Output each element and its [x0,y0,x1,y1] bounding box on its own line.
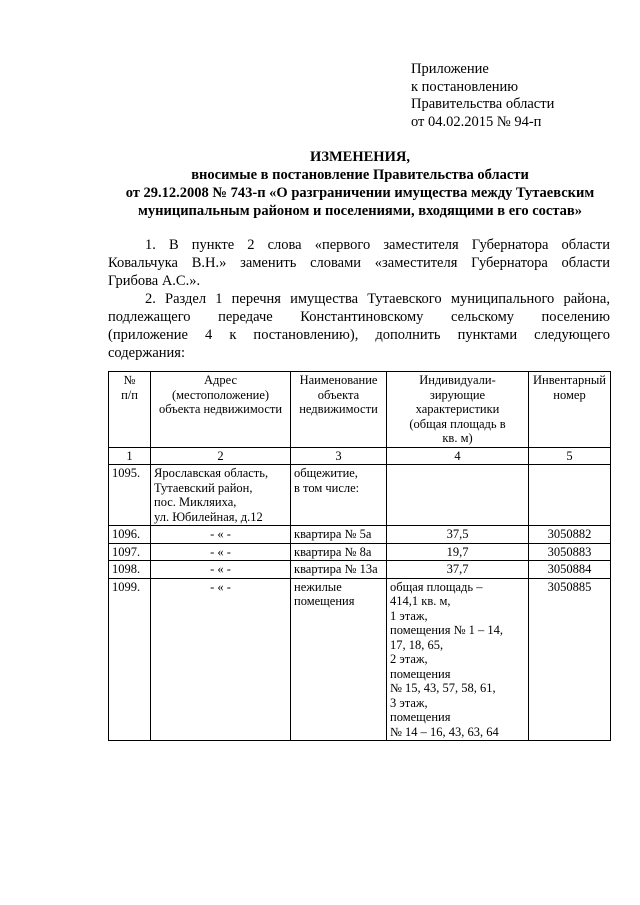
header-num: № п/п [109,372,151,448]
paragraph-line: (приложение 4 к постановлению), дополнить пунктами следующего [108,327,610,343]
column-number: 2 [151,447,291,465]
name-line: квартира № 8а [294,544,372,559]
table-row [109,578,611,741]
characteristics-line: общая площадь – [390,579,483,594]
document-heading [100,148,620,220]
cell-address [151,561,291,579]
table-row [109,465,611,526]
table-body [109,465,611,741]
cell-address [151,578,291,741]
name-line: общежитие, [294,466,358,480]
characteristics-line: 37,7 [446,562,469,576]
header-name: Наименование объекта недвижимости [291,372,387,448]
cell-name [291,578,387,741]
address-line: - « - [210,562,231,576]
characteristics-line: помещения [390,666,451,681]
characteristics-line: помещения [390,710,451,724]
heading-title: ИЗМЕНЕНИЯ, [310,149,410,165]
cell-inventory: 3050883 [529,543,611,561]
cell-num: 1095. [109,465,151,526]
characteristics-line: помещения № 1 – 14, [390,623,504,637]
appendix-block [411,61,554,131]
name-line: помещения [294,594,355,608]
paragraph-line: подлежащего передаче Константиновскому сельскому поселению [108,309,610,325]
characteristics-line: № 15, 43, 57, 58, 61, [390,681,496,695]
address-line: пос. Микляиха, [154,495,237,509]
paragraph-line: содержания: [108,345,186,361]
address-line: - « - [210,544,231,559]
characteristics-line: 3 этаж, [390,695,428,710]
characteristics-line: 2 этаж, [390,652,428,666]
heading-line: вносимые в постановление Правительства области [191,167,529,183]
table-row [109,526,611,544]
paragraph-line: Грибова А.С.». [108,273,201,289]
cell-num: 1098. [109,561,151,579]
cell-inventory: 3050884 [529,561,611,579]
column-number: 4 [387,447,529,465]
paragraph-line: 2. Раздел 1 перечня имущества Тутаевского муниципального района, [145,291,610,307]
cell-address [151,465,291,526]
column-number-row [109,447,611,465]
cell-num: 1097. [109,543,151,561]
name-line: квартира № 13а [294,562,378,576]
paragraph-line: 1. В пункте 2 слова «первого заместителя Губернатора области [145,237,610,253]
appendix-line: от 04.02.2015 № 94-п [411,113,542,130]
cell-address [151,526,291,544]
cell-characteristics [387,561,529,579]
address-line: ул. Юбилейная, д.12 [154,509,263,524]
paragraph-1 [108,236,610,290]
paragraph-2 [108,290,610,362]
cell-inventory [529,465,611,526]
cell-characteristics [387,578,529,741]
cell-address [151,543,291,561]
name-line: нежилые [294,579,342,594]
characteristics-line: 19,7 [446,544,469,559]
cell-name [291,543,387,561]
address-line: Тутаевский район, [154,480,253,495]
table-row [109,561,611,579]
column-number: 1 [109,447,151,465]
cell-num: 1096. [109,526,151,544]
header-inventory: Инвентарный номер [529,372,611,448]
address-line: Ярославская область, [154,466,269,480]
characteristics-line: 1 этаж, [390,608,428,623]
heading-line: от 29.12.2008 № 743-п «О разграничении имущества между Тутаевским [125,185,595,201]
cell-name [291,465,387,526]
address-line: - « - [210,579,231,594]
characteristics-line: № 14 – 16, 43, 63, 64 [390,724,499,739]
cell-characteristics [387,526,529,544]
address-line: - « - [210,527,231,541]
table-header-row [109,372,611,448]
cell-characteristics [387,465,529,526]
cell-inventory: 3050885 [529,578,611,741]
cell-inventory: 3050882 [529,526,611,544]
appendix-line: к постановлению [411,78,519,95]
table-row [109,543,611,561]
characteristics-line: 37,5 [446,527,469,541]
cell-num: 1099. [109,578,151,741]
characteristics-line: 17, 18, 65, [390,637,444,652]
name-line: квартира № 5а [294,527,372,541]
cell-name [291,526,387,544]
cell-characteristics [387,543,529,561]
column-number: 3 [291,447,387,465]
appendix-line: Правительства области [411,96,555,112]
column-number: 5 [529,447,611,465]
paragraph-line: Ковальчука В.Н.» заменить словами «заместителя Губернатора области [108,255,610,271]
header-address: Адрес (местоположение) объекта недвижимости [151,372,291,448]
heading-line: муниципальным районом и поселениями, входящими в его состав» [138,203,582,219]
appendix-line: Приложение [411,61,489,77]
name-line: в том числе: [294,480,360,495]
header-characteristics: Индивидуали- зирующие характеристики (общая площадь в кв. м) [387,372,529,448]
property-table [108,371,611,741]
cell-name [291,561,387,579]
characteristics-line: 414,1 кв. м, [390,594,451,608]
